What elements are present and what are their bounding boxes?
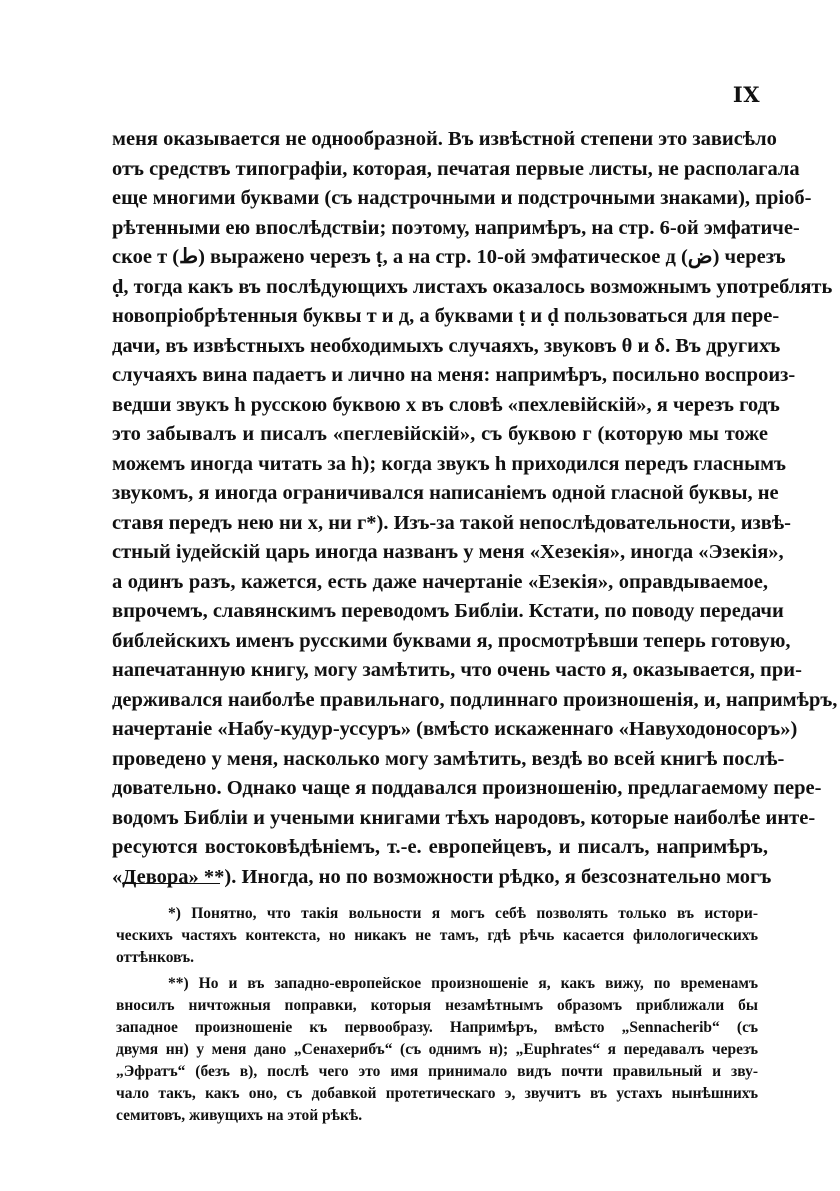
text-line: ставя передъ нею ни х, ни г*). Изъ-за такой непослѣдовательности, извѣ- — [112, 511, 791, 534]
text-line: напечатанную книгу, могу замѣтить, что очень часто я, оказывается, при- — [112, 659, 802, 681]
footnote-separator — [122, 883, 220, 884]
text-line: дачи, въ извѣстныхъ необходимыхъ случаяхъ, звуковъ θ и δ. Въ другихъ — [112, 334, 781, 357]
page-number: IX — [732, 82, 760, 107]
text-line: новопріобрѣтенныя буквы т и д, а буквами ṭ и ḍ пользоваться для пере- — [112, 305, 780, 327]
text-line: библейскихъ именъ русскими буквами я, просмотрѣвши теперь готовую, — [112, 629, 791, 652]
text-line: случаяхъ вина падаетъ и лично на меня: напримѣръ, посильно воспроиз- — [112, 364, 796, 386]
text-line: ḍ, тогда какъ въ послѣдующихъ листахъ оказалось возможнымъ употреблять — [112, 275, 833, 298]
text-line: впрочемъ, славянскимъ переводомъ Библіи. Кстати, по поводу передачи — [112, 600, 784, 622]
text-line: «Девора» **). Иногда, но по возможности рѣдко, я безсознательно могъ — [112, 865, 772, 888]
footnote-2-line: вносилъ ничтожныя поправки, которыя незамѣтнымъ образомъ приближали бы — [116, 997, 758, 1014]
text-line: а одинъ разъ, кажется, есть даже начертаніе «Езекія», оправдываемое, — [112, 570, 768, 593]
text-line: довательно. Однако чаще я поддавался произношенію, предлагаемому пере- — [112, 777, 822, 799]
footnotes-block — [116, 903, 758, 1127]
main-text-block — [112, 125, 838, 892]
text-line: меня оказывается не однообразной. Въ извѣстной степени это зависѣло — [112, 128, 777, 150]
footnote-2-line: западное произношеніе къ первообразу. Напримѣръ, вмѣсто „Sennacherib“ (съ — [116, 1019, 758, 1036]
text-line: ведши звукъ h русскою буквою х въ словѣ «пехлевійскій», я черезъ годъ — [112, 393, 780, 416]
text-line: держивался наиболѣе правильнаго, подлиннаго произношенія, и, напримѣръ, — [112, 688, 838, 711]
footnote-1-line: ческихъ частяхъ контекста, но никакъ не тамъ, гдѣ рѣчь касается филологическихъ — [116, 927, 758, 944]
text-line: можемъ иногда читать за h); когда звукъ h приходился передъ гласнымъ — [112, 452, 786, 475]
text-line: ское т (ط) выражено черезъ ṭ, а на стр. 10-ой эмфатическое д (ض) черезъ — [112, 246, 786, 268]
footnote-1-line: оттѣнковъ. — [116, 949, 194, 966]
text-line: звукомъ, я иногда ограничивался написаніемъ одной гласной буквы, не — [112, 482, 779, 504]
footnote-2-line: „Эфратъ“ (безъ в), послѣ чего это имя принимало видъ почти правильный и зву- — [116, 1063, 758, 1080]
footnote-2-line: двумя нн) у меня дано „Сенахерибъ“ (съ однимъ н); „Euphrates“ я передавалъ черезъ — [116, 1041, 758, 1058]
text-line: начертаніе «Набу-кудур-уссуръ» (вмѣсто искаженнаго «Навуходоносоръ») — [112, 718, 798, 740]
text-line: проведено у меня, насколько могу замѣтить, вездѣ во всей книгѣ послѣ- — [112, 747, 785, 770]
footnote-2-line: чало такъ, какъ оно, съ добавкой протетическаго э, звучитъ въ устахъ нынѣшнихъ — [116, 1085, 758, 1102]
footnote-2-line: **) Но и въ западно-европейское произношеніе я, какъ вижу, по временамъ — [168, 975, 758, 992]
text-line: рѣтенными ею впослѣдствіи; поэтому, напримѣръ, на стр. 6-ой эмфатиче- — [112, 216, 800, 239]
text-line: стный іудейскій царь иногда названъ у меня «Хезекія», иногда «Эзекія», — [112, 541, 784, 563]
text-line: отъ средствъ типографіи, которая, печатая первые листы, не располагала — [112, 157, 800, 180]
text-line: еще многими буквами (съ надстрочными и подстрочными знаками), пріоб- — [112, 187, 812, 209]
text-line: водомъ Библіи и учеными книгами тѣхъ народовъ, которые наиболѣе инте- — [112, 806, 816, 829]
text-line: ресуются востоковѣдѣніемъ, т.-е. европейцевъ, и писалъ, напримѣръ, — [112, 836, 768, 858]
footnote-2-line: семитовъ, живущихъ на этой рѣкѣ. — [116, 1107, 363, 1124]
footnote-1-line: *) Понятно, что такія вольности я могъ себѣ позволять только въ истори- — [168, 905, 758, 922]
text-line: это забывалъ и писалъ «пеглевійскій», съ буквою г (которую мы тоже — [112, 423, 768, 445]
